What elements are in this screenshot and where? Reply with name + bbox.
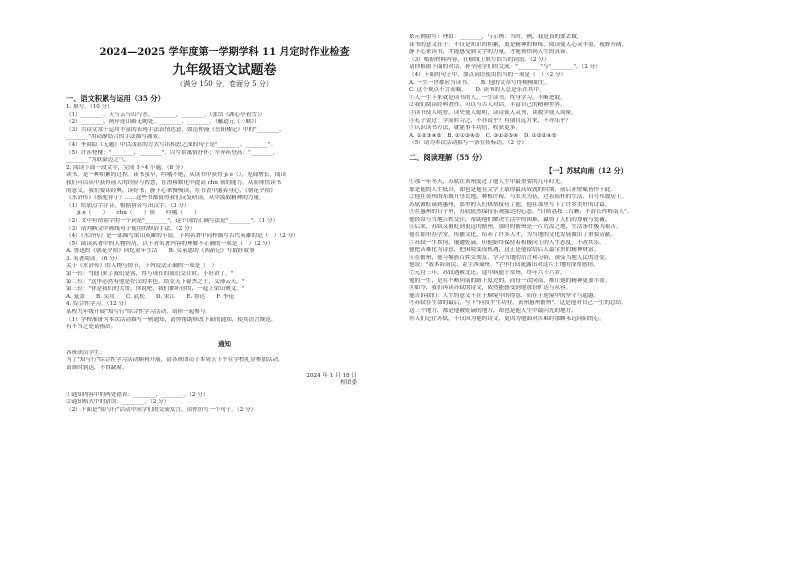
question-line: 关于《水浒传》的人物与情节，下列说法正确的一项是（ ） (66, 263, 218, 270)
passage-line: ⑤苏轼一生坎坷，屡遭贬谪，但他始终保持着积极向上的人生态度，不改其乐。 (409, 239, 605, 246)
notice-body (66, 350, 383, 373)
question-line: （4）《水浒传》是一部描写梁山英雄的小说，下列名著中同样描写古代英雄的是（ ）（2 分） (66, 233, 299, 240)
question-line: （3）请判断文中画线句子使用的修辞手法。（2 分） (66, 225, 196, 232)
exam-header: 2024—2025 学年度第一学期学科 11 月定时作业检查 (99, 47, 350, 58)
question-line: 我们可以从中获得前人的经验与智慧，在潜移默化中提高 chù 领的能力，从而体悟读书 (66, 179, 282, 186)
question-line: 第二位："这里必然有他是好汉的本色，结交天下豪杰之士，义薄云天。" (66, 278, 245, 285)
question-line: 有不当之处请指出。 (66, 324, 117, 331)
passage-line: 他把苦难化为诗意，把困境变成机遇，这正是他留给后人最宝贵的精神财富。 (409, 247, 600, 254)
passage-line: ⑥在儋州，他与黎族百姓交朋友，学习当地的语言和习俗，深受当地人民的喜爱。 (409, 254, 611, 261)
passage-line: 他经常与当地百姓交往，帮助他们解决生活中的困难，赢得了人们的尊敬与爱戴。 (409, 216, 611, 223)
question-line: （5）请为本次活动拟写一条宣传标语。（2 分） (409, 140, 527, 147)
question-line: ④孔子说过：学而时习之，不亦说乎？有朋自远方来，不亦乐乎？ (409, 117, 572, 124)
question-line: 《水浒传》《骆驼祥子》……这些书都值得我们反复研读，从中汲取精神的力量。 (66, 195, 265, 202)
question-line: A. ①②③④⑤ B. ②①③④⑤ C. ③①②⑤④ D. ①③②④⑤ (409, 132, 557, 139)
question-line: 第一位："我们来了我们是客，得与现在的我们交往时，不好讲了。" (66, 271, 234, 278)
question-line: ⑤认识读书方法，就能事半功倍，收获更多。 (409, 125, 521, 132)
question-line: （4）李商隐《无题》中以浅显的方式写出相思之深的句子是"________，________"。 (66, 141, 277, 148)
passage-body (409, 179, 764, 323)
question-line: 请你根据下面的对话，补全同学们的交流："________"与"________"。（2 分） (409, 64, 601, 71)
passage-line: ①那一年冬天，苏轼在黄州度过了他人生中最重要的几年时光。 (409, 178, 566, 185)
exam-title: 九年级语文试题卷 (172, 63, 277, 78)
question-line: （2）________，两岸连山略无阙处。________，________。（郦道元《三峡》） (66, 119, 260, 126)
question-line: ________"为联豪迈之气。 (66, 157, 131, 164)
question-line: （1）________，天与云与山与水。________，________。（张岱《湖心亭看雪》） (66, 111, 266, 118)
question-line: 某校九年级开展"知与行"综合性学习活动，请你一起参与。 (66, 309, 211, 316)
question-line: 第三位："你是我们的大哥，你说吧，我们都听你的，一起上梁山聚义。" (66, 286, 245, 293)
passage-line: ⑧如今，我们再读苏轼的诗文，依然能感受到他那份旷达与从容。 (409, 285, 572, 292)
question-line: （4）下面的句子中，加点词语使用恰当的一项是（ ）（2 分） (409, 71, 567, 78)
passage-line: ⑦元符三年，苏轼遇赦北还，途中病逝于常州，终年六十六岁。 (409, 270, 566, 277)
question-line: 3. 名著阅读。（6 分） (66, 255, 121, 262)
question-line: 的意义。我们要读经典、读好书，静下心来慢慢读，在书香中滋养身心，《朝花夕拾》 (66, 187, 276, 194)
passage-line: ④后来，苏轼又被贬到更远的儋州，那时的儋州是一片荒凉之地，生活条件极为艰苦。 (409, 224, 622, 231)
notice-line: 各班团员学生： (66, 349, 106, 356)
question-line: ③读书使人明智，读史使人聪明，读诗使人灵秀，读数学使人周密。 (409, 109, 577, 116)
passage-line: ③在惠州的日子里，苏轼依然保持乐观豁达的心态，"日啖荔枝三百颗，不辞长作岭南人"。 (409, 209, 633, 216)
question-line: ________"用动静结合的手法描写湖景。 (66, 134, 164, 141)
passage-line: ⑩人们记住苏轼，不仅因为他的诗文，更因为他面对苦难时那颗永远向阳的心。 (409, 315, 605, 322)
passage-line: 苏轼被贬谪到惠州，那里的人们热情接待了他，他在那里写下了许多美好的诗篇。 (409, 201, 611, 208)
passage-line: 他在那里办学堂，传播文化，培养了许多人才，为当地的文化发展做出了重要贡献。 (409, 232, 616, 239)
passage-line: ②他在黄州的东坡开垦荒地，种植庄稼，与农夫为伍，过着简朴的生活，自号东坡居士。 (409, 194, 628, 201)
question-line: ②我们阅读经典著作，可以与古人对话，丰富自己的精神世界。 (409, 102, 566, 109)
passage-line: 这三个地方，都是他被贬谪的地方，却也是他人生中最闪光的地方。 (409, 308, 577, 314)
question-line: A. 鲁迅的《朝花夕拾》回忆童年生活 B. 吴承恩的《西游记》写取经故事 (66, 248, 255, 255)
question-line: ①人一生下来就是读书的人，一生读书，终身学习，不断进取。 (409, 94, 566, 101)
question-line: 依示例填写：理由：________，与示例：当时，例，我是真的要去做。 (409, 34, 583, 40)
question-line: （2）文中有错别字的一个词是"________"，这个词的正确写法是"________"。（1 分） (66, 217, 279, 224)
question-line: 1. 填写。（10 分） (66, 104, 113, 110)
question-line: 读书，是一种积累的过程。读书虽早，吟哦不绝，从读书中获得 jì è（），见闻增长，阅读 (66, 172, 287, 179)
passage-line: 那是他的人生低谷，却也是他在文学上取得最高成就的时期，前后赤壁赋皆作于此。 (409, 186, 616, 193)
notice-title: 通知 (218, 339, 231, 348)
passage-line: 他的一生，是在不断向南的路上度过的，而每一次向南，都让他的精神更加丰盈。 (409, 277, 611, 284)
right-page (397, 0, 794, 561)
question-line: （2）下面是"知与行"活动中同学们的交流发言，请你仿写一个句子。（2 分） (66, 406, 257, 413)
question-line: （1）给加点字注音，根据拼音写出汉字。（3 分） (66, 202, 190, 209)
question-line: （3）古诗文常于运用丰富的表现手法表情达意，如范仲淹《岳阳楼记》中的"________， (66, 126, 285, 133)
question-line: 4. 综合性学习。（12 分） (66, 301, 130, 308)
question-line: ②通知格式中的错误：________。（2 分） (66, 399, 170, 406)
question-block-tail (66, 392, 383, 415)
section-heading: 一、语文积累与运用（35 分） (66, 94, 165, 103)
notice-date: 2024 年 1 月 18 日 (306, 372, 357, 379)
question-block (66, 104, 383, 332)
section-heading-reading: 二、阅读理解（55 分） (409, 152, 487, 162)
passage-title: 【一】苏轼向南（12 分） (545, 165, 628, 175)
notice-signature: 校团委 (340, 380, 357, 387)
passage-line: ⑨苏轼在生命的最后，写下"问汝平生功业，黄州惠州儋州"，这是他对自己一生的总结。 (409, 300, 627, 307)
question-line: A. 一生一世都应当读书。 B. 他的文章写得栩栩如生。 (409, 79, 551, 86)
question-line: （3）根据材料内容，在横线上填写恰当的词语。（2 分） (409, 56, 550, 63)
question-line: jì è（ ） chù（ ）领 吟哦（ ） (66, 210, 200, 217)
question-line: （1）学校准备为本次活动撰写一则通知，请你帮助修改下面的通知，使其语言规范。 (66, 316, 277, 323)
score-note: （满分 150 分，卷面分 5 分） (176, 80, 273, 88)
notice-line: 为了"知与行"综合性学习活动顺利开展，请各班团员于本周五下午在学校礼堂参加活动。 (66, 357, 284, 364)
question-line: 静下心来读书，才能感受到文字的力量，才能领悟到人生的真谛。 (409, 49, 572, 56)
passage-line: 他告诉我们：人生的意义不在于顺境中的得意，而在于逆境中的坚守与超越。 (409, 292, 600, 299)
passage-line: 他说："我本海南民，寄生西蜀州。"字里行间流露出对这片土地的深厚感情。 (409, 262, 599, 269)
question-line: C. 这个观点不言而喻。 D. 读书的人总是乐在其中。 (409, 87, 545, 94)
question-line: （5）许浑登楼："________，________"，以写景寓情抒怀；辛弃疾登高："________， (66, 149, 279, 156)
question-block-right (409, 34, 764, 148)
notice-line: 请准时到达，不得缺席。 (66, 365, 128, 371)
question-line: 2. 阅读下面一段文字，完成 1~4 小题。（8 分） (66, 164, 187, 171)
question-line: （5）阅读名著中的人物经历，以下对名著内容的理解不正确的一项是（ ）（2 分） (66, 240, 274, 247)
question-line: 读书的意义在于：不仅是知识的积累，更是精神的修炼，阅读使人心灵丰盈、视野开阔。 (409, 41, 628, 48)
question-line: ①通知内容中的两处错误：________，________。（2 分） (66, 391, 209, 398)
question-line: A. 晁盖 B. 吴用 C. 武松 D. 宋江 E. 鲁达 F. 李逵 (66, 293, 235, 300)
